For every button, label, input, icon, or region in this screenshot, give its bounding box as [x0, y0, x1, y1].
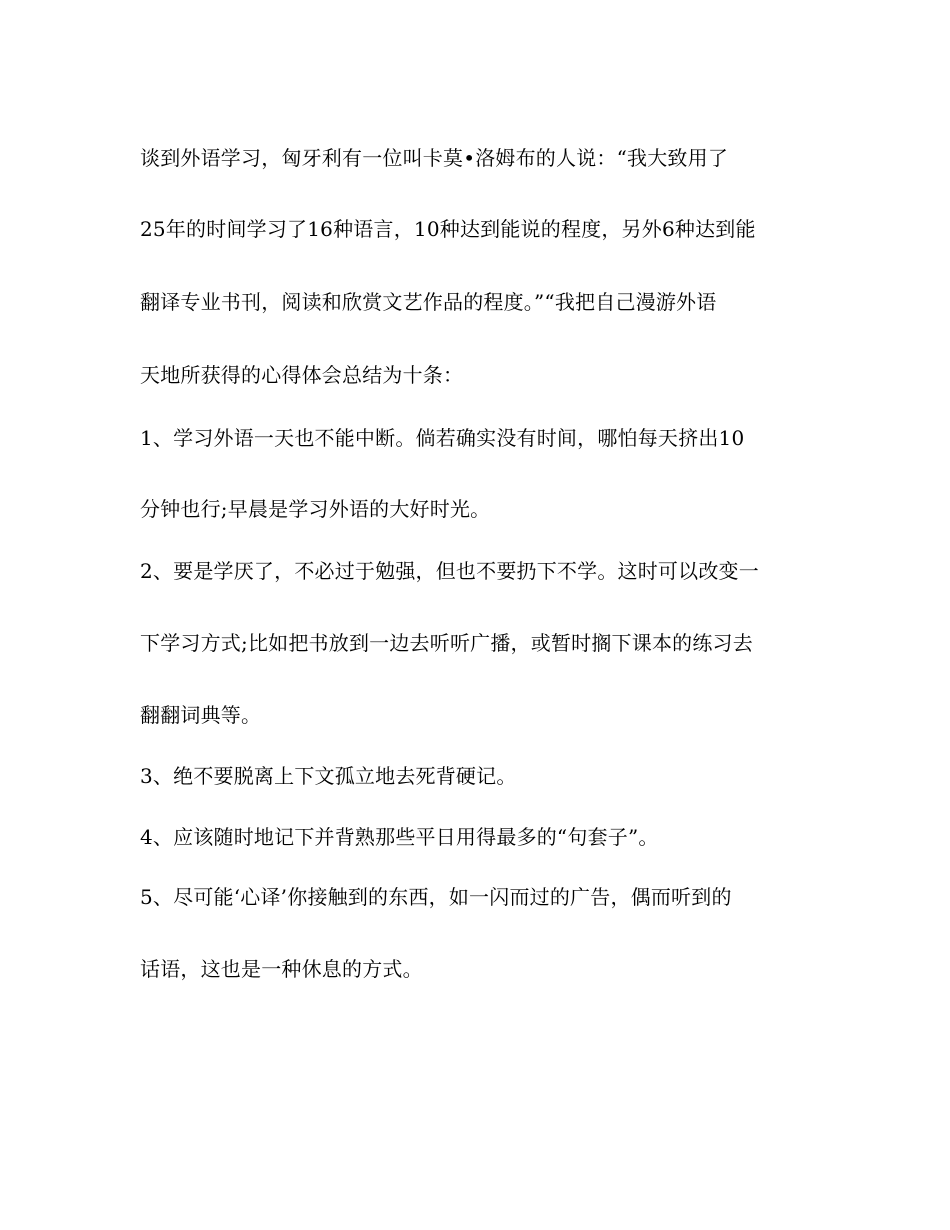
tip-2-line-2: 下学习方式;比如把书放到一边去听听广播，或暂时搁下课本的练习去 — [140, 631, 753, 655]
paragraph-intro-line-1: 谈到外语学习，匈牙利有一位叫卡莫•洛姆布的人说：“我大致用了 — [140, 146, 729, 170]
tip-5-line-2: 话语，这也是一种休息的方式。 — [140, 957, 423, 981]
paragraph-intro-line-3: 翻译专业书刊，阅读和欣赏文艺作品的程度。”“我把自己漫游外语 — [140, 290, 717, 314]
tip-3-line-1: 3、绝不要脱离上下文孤立地去死背硬记。 — [140, 764, 517, 788]
tip-1-line-2: 分钟也行;早晨是学习外语的大好时光。 — [140, 497, 491, 521]
tip-4-line-1: 4、应该随时地记下并背熟那些平日用得最多的“句套子”。 — [140, 825, 659, 849]
paragraph-intro-line-2: 25年的时间学习了16种语言，10种达到能说的程度，另外6种达到能 — [140, 217, 756, 241]
tip-5-line-1: 5、尽可能‘心译’你接触到的东西，如一闪而过的广告，偶而听到的 — [140, 885, 732, 909]
tip-1-line-1: 1、学习外语一天也不能中断。倘若确实没有时间，哪怕每天挤出10 — [140, 426, 745, 450]
tip-2-line-1: 2、要是学厌了，不必过于勉强，但也不要扔下不学。这时可以改变一 — [140, 559, 759, 583]
paragraph-intro-line-4: 天地所获得的心得体会总结为十条： — [140, 363, 464, 387]
tip-2-line-3: 翻翻词典等。 — [140, 703, 262, 727]
